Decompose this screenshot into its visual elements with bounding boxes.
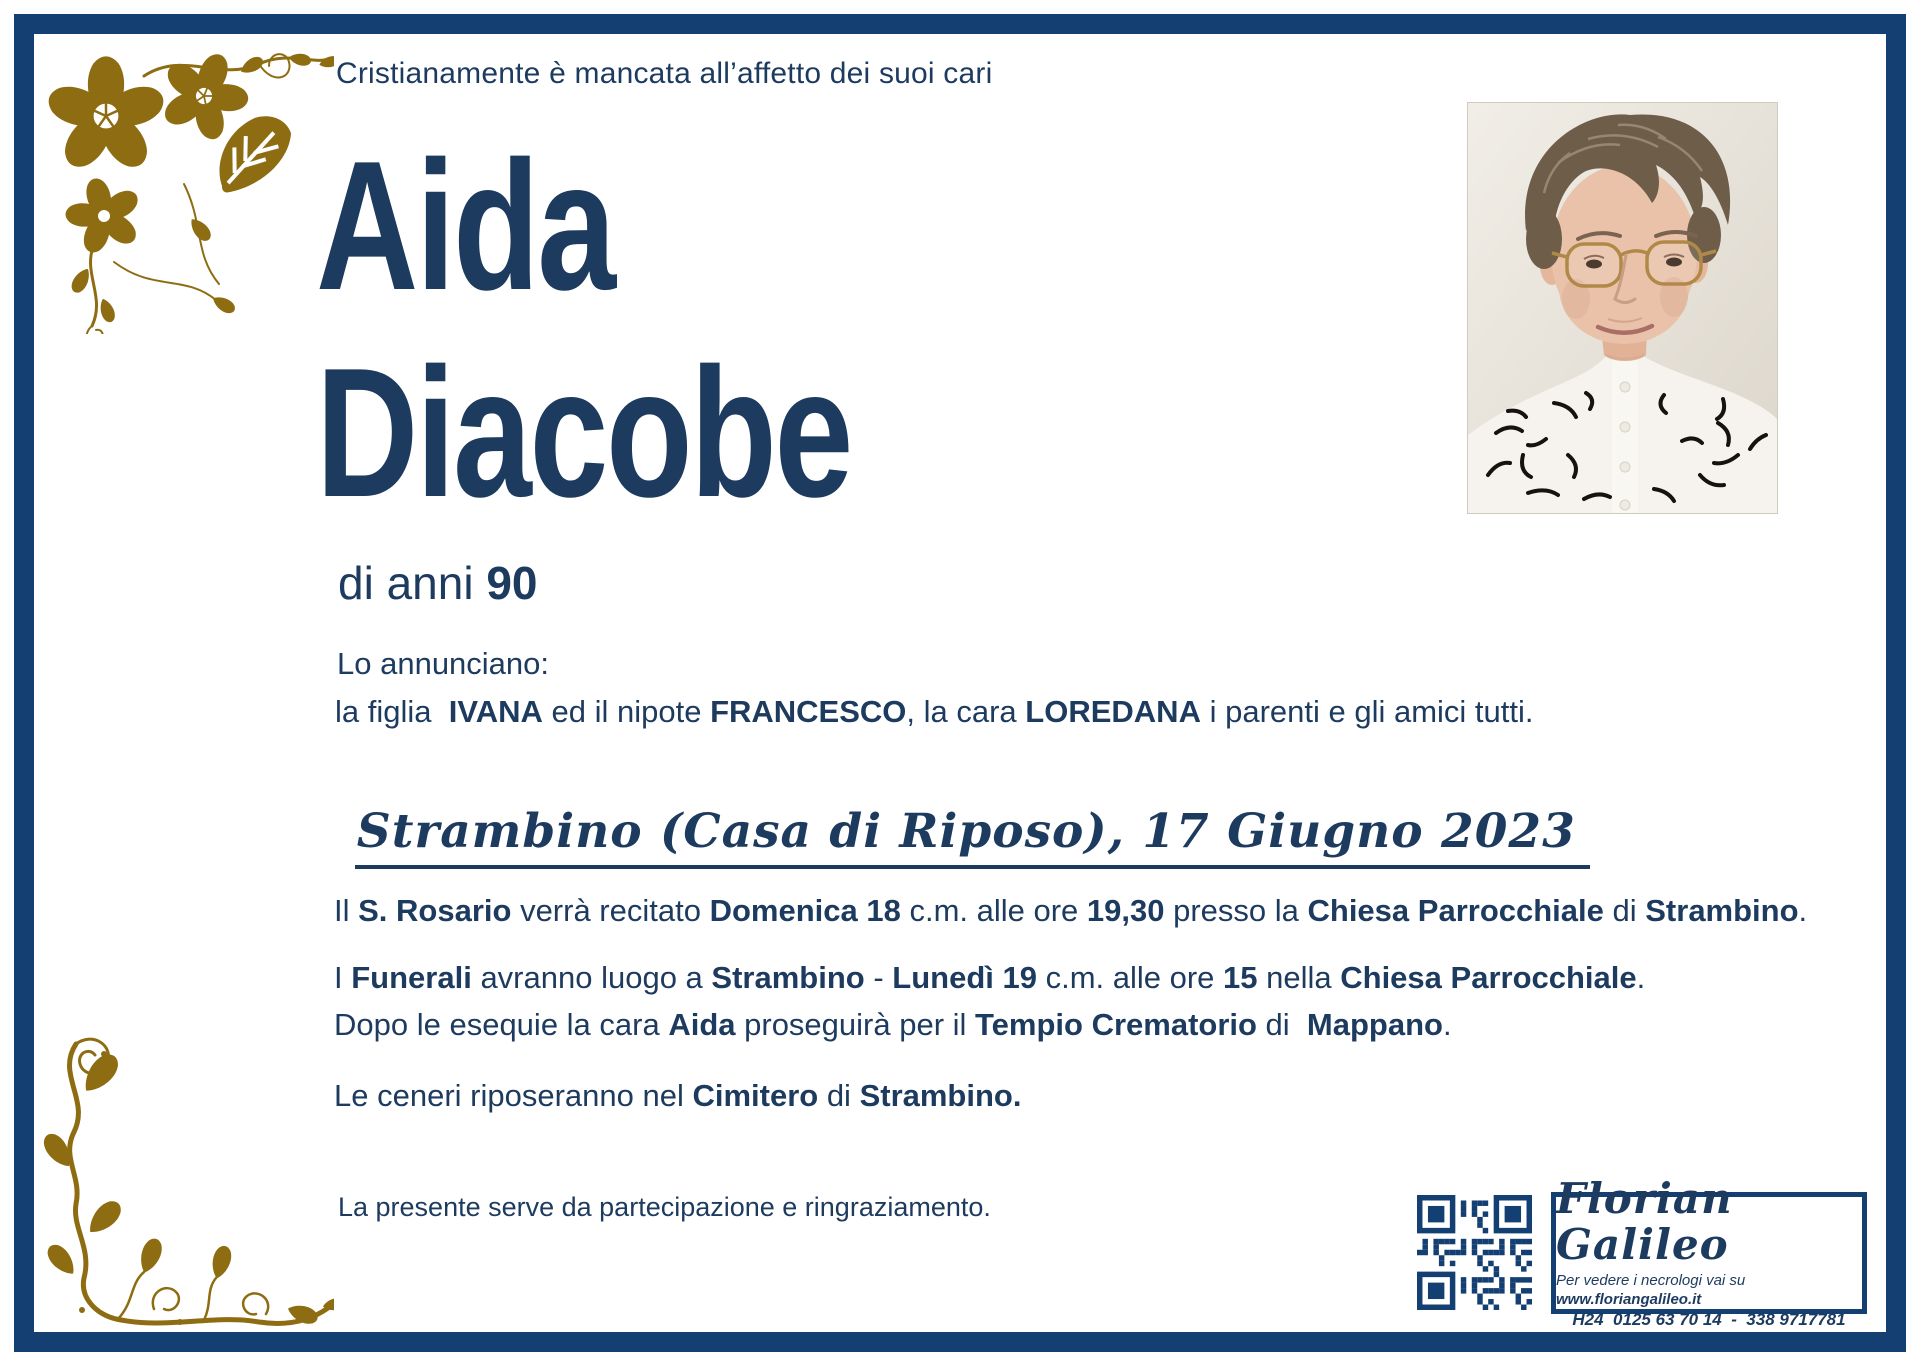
funeral-paragraph-line2: Dopo le esequie la cara Aida proseguirà per il Tempio Crematorio di Mappano. [334, 1007, 1452, 1042]
deceased-last-name: Diacobe [316, 329, 851, 535]
funeral-home-box [1551, 1174, 1867, 1329]
announcement-lead: Lo annunciano: [337, 646, 550, 681]
portrait-photo [1468, 103, 1777, 513]
intro-line: Cristianamente è mancata all’affetto dei suoi cari [336, 57, 993, 90]
rosary-paragraph: Il S. Rosario verrà recitato Domenica 18 c.m. alle ore 19,30 presso la Chiesa Parrocchiale di Strambino. [334, 893, 1808, 928]
funeral-home-tagline: Per vedere i necrologi vai su www.floriangalileo.it [1556, 1272, 1750, 1308]
deceased-name [316, 104, 851, 554]
ashes-line: Le ceneri riposeranno nel Cimitero di Strambino. [334, 1078, 1022, 1113]
funeral-home-phones: H24 0125 63 70 14 - 338 9717781 [1572, 1310, 1846, 1329]
funeral-paragraph-line1: I Funerali avranno luogo a Strambino - Lunedì 19 c.m. alle ore 15 nella Chiesa Parrocchiale. [334, 960, 1646, 995]
qr-code [1417, 1195, 1532, 1310]
place-date-line: Strambino (Casa di Riposo), 17 Giugno 2023 [355, 804, 1590, 869]
participation-note: La presente serve da partecipazione e ringraziamento. [338, 1192, 991, 1222]
age-line: di anni 90 [338, 557, 538, 609]
deceased-first-name: Aida [316, 122, 614, 328]
funeral-home-name: Florian Galileo [1556, 1174, 1749, 1269]
family-line: la figlia IVANA ed il nipote FRANCESCO, la cara LOREDANA i parenti e gli amici tutti. [335, 694, 1534, 729]
floral-ornament-top-left-icon [34, 34, 334, 334]
floral-ornament-bottom-left-icon [34, 1022, 334, 1332]
